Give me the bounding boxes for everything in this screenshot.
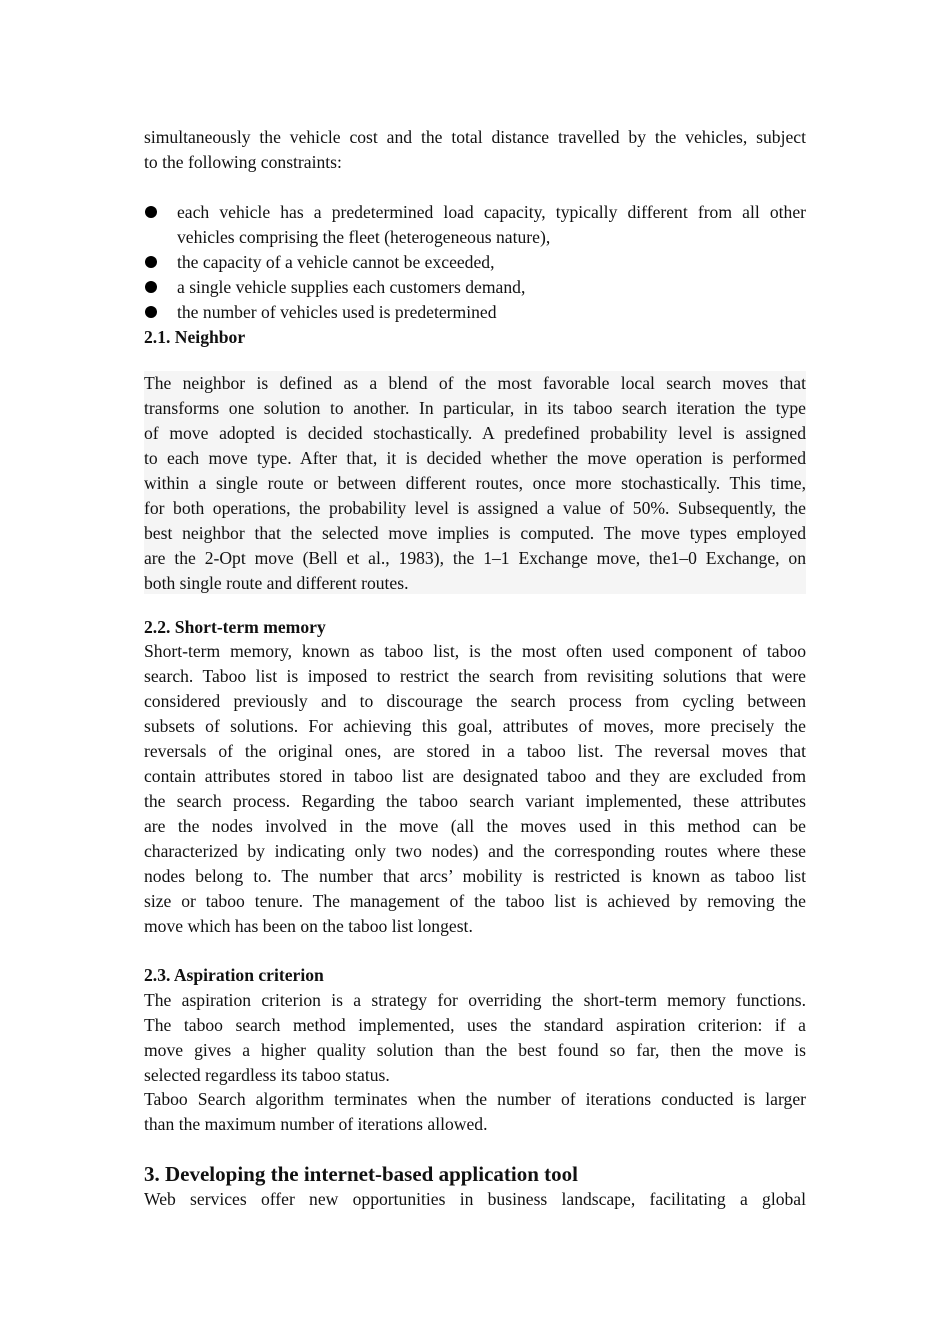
bullet-icon — [145, 256, 157, 268]
short-term-memory-paragraph-line: subsets of solutions. For achieving this goal, attributes of moves, more precisely the — [144, 715, 806, 736]
section-3-paragraph-line: Web services offer new opportunities in business landscape, facilitating a global — [144, 1188, 806, 1209]
bullet-item: a single vehicle supplies each customers demand, — [177, 276, 526, 297]
neighbor-paragraph-line: within a single route or between different routes, once more stochastically. This time, — [144, 472, 806, 493]
aspiration-paragraph-line: move gives a higher quality solution than the best found so far, then the move is — [144, 1039, 806, 1060]
short-term-memory-paragraph-line: reversals of the original ones, are stored in a taboo list. The reversal moves that — [144, 740, 806, 761]
aspiration-paragraph-line: The taboo search method implemented, uses the standard aspiration criterion: if a — [144, 1014, 806, 1035]
short-term-memory-paragraph-line: move which has been on the taboo list longest. — [144, 915, 473, 936]
termination-paragraph-line: than the maximum number of iterations allowed. — [144, 1113, 488, 1134]
termination-paragraph-line: Taboo Search algorithm terminates when the number of iterations conducted is larger — [144, 1088, 806, 1109]
section-heading-3: 3. Developing the internet-based application tool — [144, 1161, 578, 1186]
bullet-item: vehicles comprising the fleet (heterogeneous nature), — [177, 226, 551, 247]
neighbor-paragraph-line: transforms one solution to another. In particular, in its taboo search iteration the type — [144, 397, 806, 418]
short-term-memory-paragraph-line: contain attributes stored in taboo list are designated taboo and they are excluded from — [144, 765, 806, 786]
intro-line: simultaneously the vehicle cost and the total distance travelled by the vehicles, subject — [144, 126, 806, 147]
short-term-memory-paragraph-line: are the nodes involved in the move (all the moves used in this method can be — [144, 815, 806, 836]
aspiration-paragraph-line: The aspiration criterion is a strategy for overriding the short-term memory functions. — [144, 989, 806, 1010]
short-term-memory-paragraph-line: considered previously and to discourage the search process from cycling between — [144, 690, 806, 711]
neighbor-paragraph-line: to each move type. After that, it is decided whether the move operation is performed — [144, 447, 806, 468]
short-term-memory-paragraph-line: search. Taboo list is imposed to restrict the search from revisiting solutions that were — [144, 665, 806, 686]
short-term-memory-paragraph-line: Short-term memory, known as taboo list, is the most often used component of taboo — [144, 640, 806, 661]
section-heading-2-1: 2.1. Neighbor — [144, 326, 246, 347]
bullet-icon — [145, 206, 157, 218]
intro-line: to the following constraints: — [144, 151, 342, 172]
short-term-memory-paragraph-line: nodes belong to. The number that arcs’ mobility is restricted is known as taboo list — [144, 865, 806, 886]
bullet-item: the number of vehicles used is predetermined — [177, 301, 497, 322]
neighbor-paragraph-line: The neighbor is defined as a blend of the most favorable local search moves that — [144, 372, 806, 393]
bullet-icon — [145, 281, 157, 293]
section-heading-2-2: 2.2. Short-term memory — [144, 616, 326, 637]
short-term-memory-paragraph-line: the search process. Regarding the taboo search variant implemented, these attributes — [144, 790, 806, 811]
short-term-memory-paragraph-line: size or taboo tenure. The management of the taboo list is achieved by removing the — [144, 890, 806, 911]
bullet-icon — [145, 306, 157, 318]
neighbor-paragraph-line: of move adopted is decided stochastically. A predefined probability level is assigned — [144, 422, 806, 443]
section-heading-2-3: 2.3. Aspiration criterion — [144, 964, 324, 985]
neighbor-paragraph-line: both single route and different routes. — [144, 572, 409, 593]
short-term-memory-paragraph-line: characterized by indicating only two nodes) and the corresponding routes where these — [144, 840, 806, 861]
neighbor-paragraph-line: best neighbor that the selected move implies is computed. The move types employed — [144, 522, 806, 543]
bullet-item: each vehicle has a predetermined load capacity, typically different from all other — [177, 201, 806, 222]
neighbor-paragraph-line: for both operations, the probability level is assigned a value of 50%. Subsequently, the — [144, 497, 806, 518]
neighbor-paragraph-line: are the 2-Opt move (Bell et al., 1983), the 1–1 Exchange move, the1–0 Exchange, on — [144, 547, 806, 568]
aspiration-paragraph-line: selected regardless its taboo status. — [144, 1064, 390, 1085]
bullet-item: the capacity of a vehicle cannot be exceeded, — [177, 251, 495, 272]
